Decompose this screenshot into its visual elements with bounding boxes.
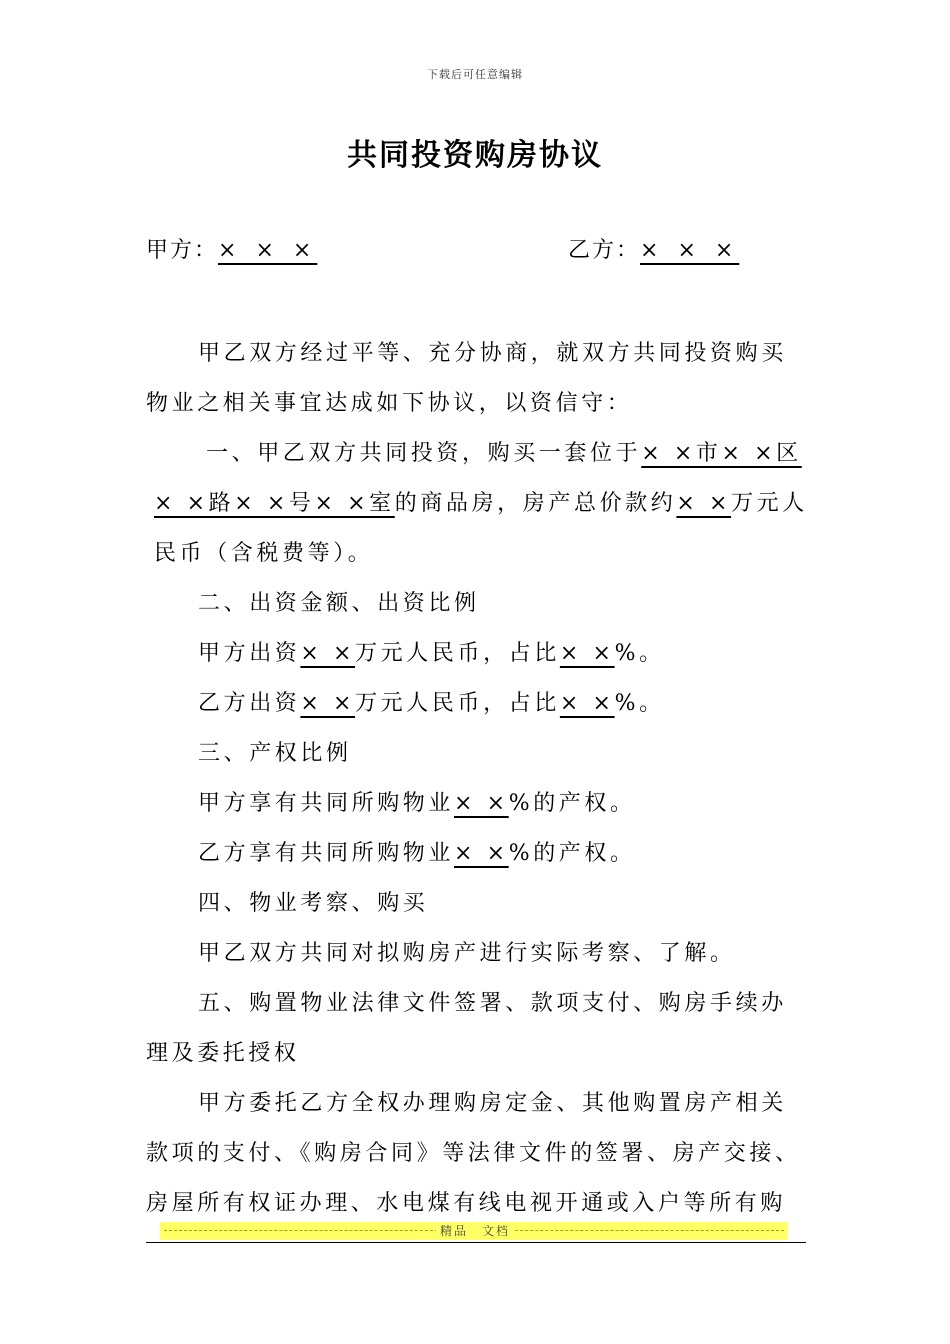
party-a-ratio: × × — [559, 641, 615, 666]
clause5-para-3: 房屋所有权证办理、水电煤有线电视开通或入户等所有购 — [146, 1191, 787, 1216]
party-a — [146, 233, 317, 264]
clause4-heading: 四、物业考察、购买 — [198, 891, 429, 916]
clause3-heading: 三、产权比例 — [198, 741, 352, 766]
total-price: × × — [676, 491, 732, 516]
clause1-text-2: 的商品房，房产总价款约 — [394, 491, 677, 516]
clause3-party-b — [198, 836, 636, 867]
intro-line-2: 物业之相关事宜达成如下协议，以资信守： — [146, 391, 633, 416]
bottom-rule — [146, 1242, 806, 1243]
party-a-amount: × × — [300, 641, 356, 666]
clause3-b-pre: 乙方享有共同所购物业 — [198, 841, 455, 866]
clause1-line-1 — [206, 436, 802, 467]
clause5-para-1: 甲方委托乙方全权办理购房定金、其他购置房产相关 — [198, 1091, 787, 1116]
clause3-b-end: %的产权。 — [508, 841, 636, 866]
clause3-a-end: %的产权。 — [508, 791, 636, 816]
clause3-party-a — [198, 786, 636, 817]
document-title: 共同投资购房协议 — [347, 138, 603, 173]
clause4-text: 甲乙双方共同对拟购房产进行实际考察、了解。 — [198, 941, 736, 966]
clause2-b-pre: 乙方出资 — [198, 691, 301, 716]
clause3-a-pre: 甲方享有共同所购物业 — [198, 791, 455, 816]
party-b-name: × × × — [640, 238, 740, 263]
clause2-b-mid: 万元人民币，占比 — [355, 691, 560, 716]
clause5-heading-2: 理及委托授权 — [146, 1041, 300, 1066]
clause2-a-end: %。 — [614, 641, 665, 666]
clause2-party-a — [198, 636, 665, 667]
clause2-party-b — [198, 686, 665, 717]
clause1-line-2 — [154, 486, 808, 517]
clause2-a-mid: 万元人民币，占比 — [355, 641, 560, 666]
clause1-line-3: 民币（含税费等）。 — [154, 541, 374, 566]
party-b-ratio: × × — [559, 691, 615, 716]
header-note: 下载后可任意编辑 — [427, 68, 523, 81]
party-b-label: 乙方： — [568, 238, 641, 263]
party-b-amount: × × — [300, 691, 356, 716]
clause1-text: 一、甲乙双方共同投资，购买一套位于 — [206, 441, 642, 466]
clause5-para-2: 款项的支付、《购房合同》等法律文件的签署、房产交接、 — [146, 1141, 801, 1166]
clause5-heading-1: 五、购置物业法律文件签署、款项支付、购房手续办 — [198, 991, 787, 1016]
party-b-ownership: × × — [454, 841, 509, 866]
party-a-ownership: × × — [454, 791, 509, 816]
footer — [0, 1222, 950, 1239]
footer-text: 精品 文档 — [436, 1224, 514, 1238]
intro-line-1: 甲乙双方经过平等、充分协商，就双方共同投资购买 — [198, 341, 787, 366]
clause2-a-pre: 甲方出资 — [198, 641, 301, 666]
property-location: × ×市× ×区 — [641, 441, 802, 466]
party-b — [568, 233, 739, 264]
clause1-tail: 万元人 — [731, 491, 808, 516]
clause2-b-end: %。 — [614, 691, 665, 716]
party-a-name: × × × — [218, 238, 318, 263]
clause2-heading: 二、出资金额、出资比例 — [198, 591, 480, 616]
property-address: × ×路× ×号× ×室 — [154, 491, 395, 516]
party-a-label: 甲方： — [146, 238, 219, 263]
